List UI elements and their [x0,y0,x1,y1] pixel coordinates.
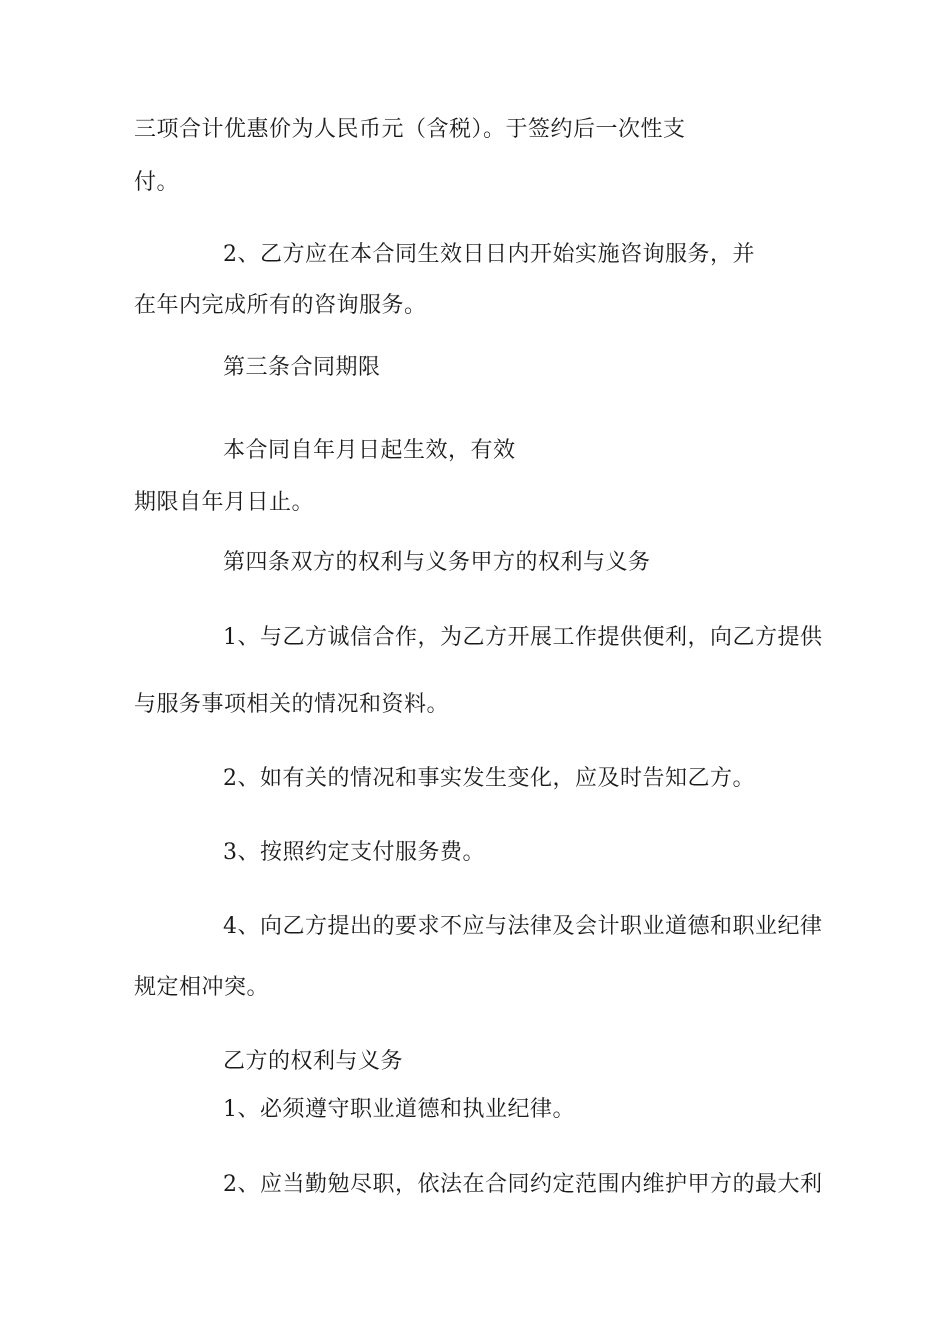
paragraph-line: 本合同自年月日起生效，有效 [223,438,516,463]
paragraph-line: 3、按照约定支付服务费。 [223,840,485,865]
paragraph-line: 与服务事项相关的情况和资料。 [134,692,450,717]
paragraph-line: 4、向乙方提出的要求不应与法律及会计职业道德和职业纪律 [223,914,823,939]
paragraph-line: 规定相冲突。 [134,975,270,1000]
paragraph-line: 1、必须遵守职业道德和执业纪律。 [223,1097,575,1122]
paragraph-line: 2、乙方应在本合同生效日日内开始实施咨询服务，并 [223,242,755,267]
paragraph-line: 1、与乙方诚信合作，为乙方开展工作提供便利，向乙方提供 [223,625,823,650]
paragraph-line: 2、应当勤勉尽职，依法在合同约定范围内维护甲方的最大利 [223,1172,823,1197]
section-heading: 第三条合同期限 [223,355,381,380]
paragraph-line: 在年内完成所有的咨询服务。 [134,293,427,318]
section-heading: 第四条双方的权利与义务甲方的权利与义务 [223,550,651,575]
paragraph-line: 期限自年月日止。 [134,490,315,515]
paragraph-line: 三项合计优惠价为人民币元（含税）。于签约后一次性支 [134,117,686,142]
paragraph-line: 2、如有关的情况和事实发生变化，应及时告知乙方。 [223,766,755,791]
subsection-heading: 乙方的权利与义务 [223,1049,404,1074]
paragraph-line: 付。 [134,170,180,195]
